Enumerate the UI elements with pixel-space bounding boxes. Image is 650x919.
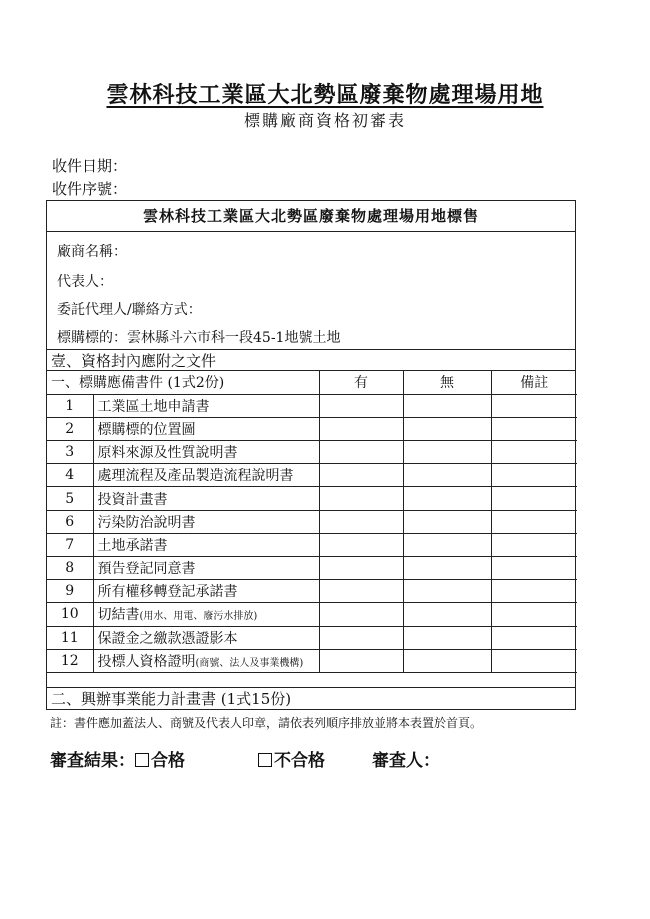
review-fail <box>258 746 325 771</box>
document-checklist-table <box>47 371 577 673</box>
remark-cell[interactable] <box>491 580 577 603</box>
yes-cell[interactable] <box>319 626 403 649</box>
item-number: 1 <box>47 394 93 417</box>
no-cell[interactable] <box>403 557 491 580</box>
receipt-date-label: 收件日期： <box>52 157 128 175</box>
no-cell[interactable] <box>403 510 491 533</box>
no-cell[interactable] <box>403 487 491 510</box>
review-result <box>50 746 185 771</box>
table-row <box>47 394 577 417</box>
table-header-row <box>47 371 577 394</box>
item-name: 投標人資格證明 <box>97 653 196 670</box>
item-number: 5 <box>47 487 93 510</box>
item-number: 10 <box>47 603 93 626</box>
item-number: 3 <box>47 441 93 464</box>
item-name: 投資計畫書 <box>97 491 168 508</box>
remark-cell[interactable] <box>491 626 577 649</box>
item-name: 預告登記同意書 <box>97 561 196 578</box>
document-title: 雲林科技工業區大北勢區廢棄物處理場用地 <box>106 82 544 108</box>
remark-cell[interactable] <box>491 487 577 510</box>
company-name-field: 廠商名稱： <box>57 244 127 260</box>
item-name: 原料來源及性質說明書 <box>97 445 238 462</box>
remark-cell[interactable] <box>491 394 577 417</box>
item-name-cell <box>93 394 319 417</box>
header-yes: 有 <box>319 371 403 394</box>
no-cell[interactable] <box>403 441 491 464</box>
item-name-cell <box>93 510 319 533</box>
item-number: 4 <box>47 464 93 487</box>
item-name-cell <box>93 464 319 487</box>
header-docs: 一、標購應備書件 (1式2份) <box>47 371 319 394</box>
pass-checkbox[interactable] <box>135 753 149 767</box>
item-name-cell <box>93 603 319 626</box>
item-name-cell <box>93 649 319 672</box>
item-name-cell <box>93 533 319 556</box>
item-number: 9 <box>47 580 93 603</box>
item-name: 土地承諾書 <box>97 537 168 554</box>
no-cell[interactable] <box>403 626 491 649</box>
fail-checkbox[interactable] <box>258 753 272 767</box>
receipt-number-label: 收件序號： <box>52 180 128 198</box>
item-name: 切結書 <box>97 607 140 624</box>
agent-contact-field: 委託代理人/聯絡方式： <box>57 302 202 318</box>
table-row <box>47 441 577 464</box>
fail-label: 不合格 <box>274 751 325 771</box>
project-title: 雲林科技工業區大北勢區廢棄物處理場用地標售 <box>47 201 575 232</box>
yes-cell[interactable] <box>319 417 403 440</box>
remark-cell[interactable] <box>491 649 577 672</box>
yes-cell[interactable] <box>319 487 403 510</box>
table-row <box>47 464 577 487</box>
section-1-header: 壹、資格封內應附之文件 <box>47 349 575 371</box>
yes-cell[interactable] <box>319 557 403 580</box>
table-row <box>47 417 577 440</box>
pass-label: 合格 <box>151 751 185 771</box>
item-name-cell <box>93 417 319 440</box>
remark-cell[interactable] <box>491 557 577 580</box>
item-number: 8 <box>47 557 93 580</box>
no-cell[interactable] <box>403 394 491 417</box>
yes-cell[interactable] <box>319 394 403 417</box>
purchase-target-field: 標購標的：雲林縣斗六市科一段45-1地號土地 <box>57 330 341 346</box>
reviewer-label: 審查人： <box>372 751 440 771</box>
table-row <box>47 626 577 649</box>
item-name-cell <box>93 626 319 649</box>
section-2-header: 二、興辦事業能力計畫書 (1式15份) <box>47 687 575 709</box>
remark-cell[interactable] <box>491 464 577 487</box>
item-number: 11 <box>47 626 93 649</box>
table-row <box>47 557 577 580</box>
remark-cell[interactable] <box>491 510 577 533</box>
yes-cell[interactable] <box>319 464 403 487</box>
table-row <box>47 580 577 603</box>
item-note: (用水、用電、廢污水排放) <box>139 611 258 623</box>
table-row <box>47 510 577 533</box>
item-name: 工業區土地申請書 <box>97 398 210 415</box>
remark-cell[interactable] <box>491 533 577 556</box>
yes-cell[interactable] <box>319 649 403 672</box>
yes-cell[interactable] <box>319 510 403 533</box>
remark-cell[interactable] <box>491 441 577 464</box>
no-cell[interactable] <box>403 464 491 487</box>
item-note: (商號、法人及事業機構) <box>195 657 304 669</box>
item-number: 7 <box>47 533 93 556</box>
representative-field: 代表人： <box>57 274 113 290</box>
item-name: 標購標的位置圖 <box>97 421 196 438</box>
item-number: 12 <box>47 649 93 672</box>
no-cell[interactable] <box>403 649 491 672</box>
no-cell[interactable] <box>403 533 491 556</box>
header-no: 無 <box>403 371 491 394</box>
yes-cell[interactable] <box>319 580 403 603</box>
remark-cell[interactable] <box>491 603 577 626</box>
item-number: 2 <box>47 417 93 440</box>
item-name-cell <box>93 557 319 580</box>
item-name: 處理流程及產品製造流程說明書 <box>97 468 294 485</box>
item-number: 6 <box>47 510 93 533</box>
header-remark: 備註 <box>491 371 577 394</box>
yes-cell[interactable] <box>319 441 403 464</box>
table-row <box>47 487 577 510</box>
remark-cell[interactable] <box>491 417 577 440</box>
yes-cell[interactable] <box>319 533 403 556</box>
item-name: 保證金之繳款憑證影本 <box>97 630 238 647</box>
no-cell[interactable] <box>403 417 491 440</box>
no-cell[interactable] <box>403 603 491 626</box>
item-name: 所有權移轉登記承諾書 <box>97 584 238 601</box>
item-name-cell <box>93 441 319 464</box>
table-row <box>47 603 577 626</box>
no-cell[interactable] <box>403 580 491 603</box>
review-form <box>46 200 576 710</box>
yes-cell[interactable] <box>319 603 403 626</box>
item-name: 污染防治說明書 <box>97 514 196 531</box>
footnote: 註：書件應加蓋法人、商號及代表人印章，請依表列順序排放並將本表置於首頁。 <box>50 716 483 730</box>
table-row <box>47 533 577 556</box>
item-name-cell <box>93 487 319 510</box>
review-result-label: 審查結果： <box>50 751 135 771</box>
item-name-cell <box>93 580 319 603</box>
table-row <box>47 649 577 672</box>
document-subtitle: 標購廠商資格初審表 <box>243 111 406 130</box>
